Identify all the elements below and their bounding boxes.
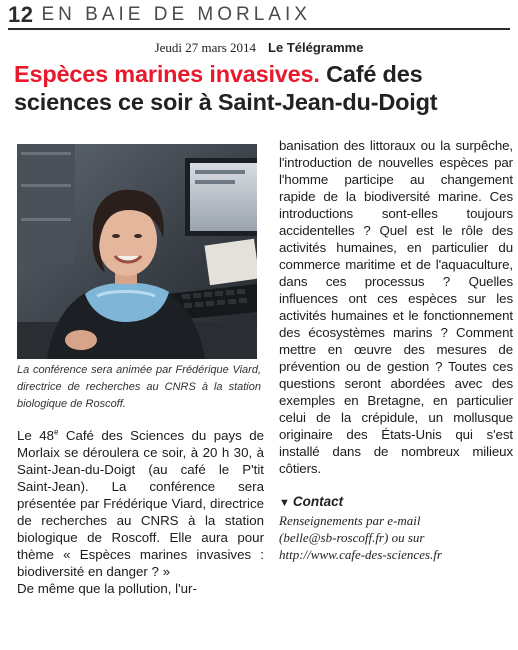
section-title: EN BAIE DE MORLAIX	[41, 4, 311, 25]
photo-illustration	[17, 144, 257, 359]
publication-date: Jeudi 27 mars 2014	[154, 40, 257, 55]
contact-heading	[279, 493, 513, 512]
dateline	[0, 40, 518, 56]
newspaper-name: Le Télégramme	[268, 40, 364, 55]
ordinal-number: 48	[39, 428, 54, 443]
body-column-right	[279, 137, 513, 563]
article-photo	[17, 144, 257, 359]
contact-website-link[interactable]: http://www.cafe-des-sciences.fr	[279, 547, 442, 562]
body-paragraph-start: De même que la pollution, l'ur-	[17, 581, 197, 596]
body-column-left	[17, 427, 264, 597]
page-number: 12	[8, 2, 34, 27]
page-header	[8, 2, 510, 30]
article-headline	[14, 60, 514, 116]
triangle-down-icon: ▼	[279, 497, 290, 509]
contact-line-1: Renseignements par e-mail	[279, 513, 421, 528]
body-paragraph-continued: banisation des littoraux ou la surpêche, l'introduction de nouvelles espèces par l'homme participe au changement rapide de la biodiversité marine. Ces introductions sont-elles toujours accidentelles ? Quel est le rôle des activités humaines, en particulier du commerce maritime et de l'aquaculture, dans ces processus ? Quelles influences ont ces espèces sur les activités humaines et le fonctionnement des écosystèmes marins ? Comment mettre en œuvre des mesures de prévention ou de gestion ? Toutes ces questions seront abordées avec des exemples en Bretagne, en particulier celui de la crépidule, un mollusque originaire des États-Unis qui s'est installé dans de nombreux milieux côtiers.	[279, 138, 513, 476]
contact-details	[279, 512, 513, 563]
ordinal-suffix: e	[54, 427, 59, 437]
headline-title: Café des sciences ce soir à Saint-Jean-du-Doigt	[14, 61, 438, 115]
contact-email-line: (belle@sb-roscoff.fr) ou sur	[279, 530, 425, 545]
headline-kicker: Espèces marines invasives.	[14, 61, 320, 87]
body-lead-paragraph: Le 48e Café des Sciences du pays de Morlaix se déroulera ce soir, à 20 h 30, à Saint-Jean-du-Doigt (au café le P'tit Saint-Jean). La conférence sera présentée par Frédérique Viard, directrice de recherches au CNRS à la station biologique de Roscoff. Elle aura pour thème « Espèces marines invasives : biodiversité en danger ? »	[17, 427, 264, 579]
photo-caption: La conférence sera animée par Frédérique Viard, directrice de recherches au CNRS à la station biologique de Roscoff.	[17, 364, 261, 410]
contact-title-text: Contact	[292, 494, 344, 509]
body-lead-text: Café des Sciences du pays de Morlaix se déroulera ce soir, à 20 h 30, à Saint-Jean-du-Doigt (au café le P'tit Saint-Jean). La conférence sera présentée par Frédérique Viard, directrice de recherches au CNRS à la station biologique de Roscoff. Elle aura pour thème « Espèces marines invasives : biodiversité en danger ? »	[17, 428, 264, 579]
